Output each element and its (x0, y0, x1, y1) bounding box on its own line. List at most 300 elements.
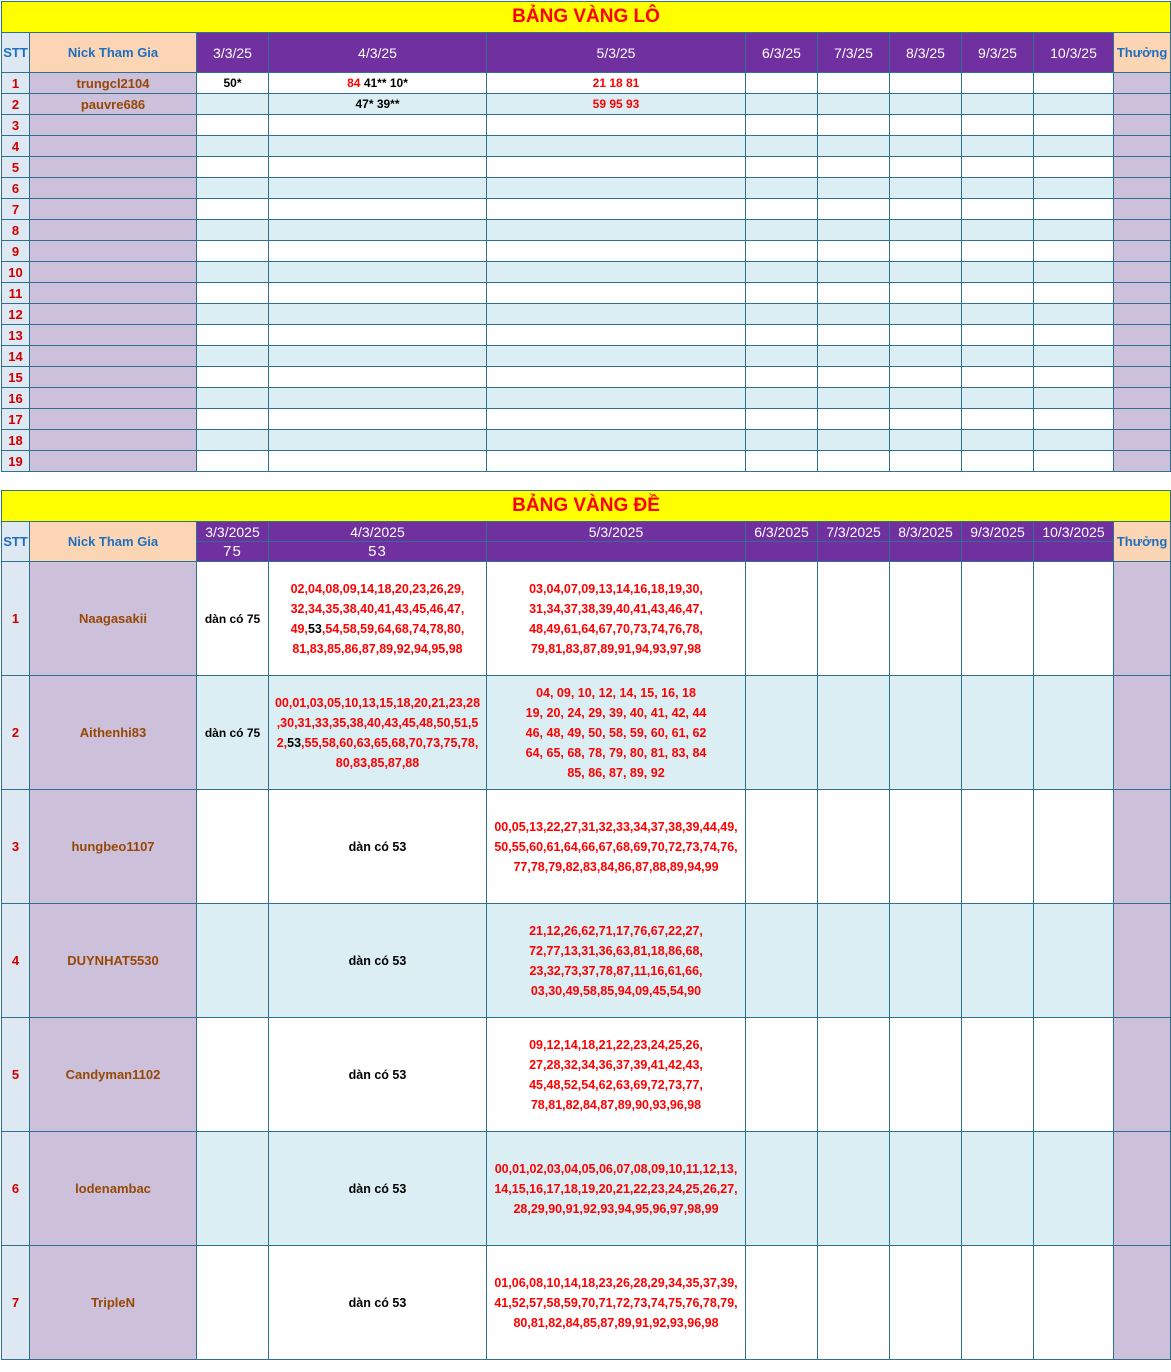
lo-cell-empty (1034, 451, 1114, 472)
de-line: 85, 86, 87, 89, 92 (567, 765, 665, 780)
lo-row-nick (30, 178, 197, 199)
lo-cell-empty (890, 388, 962, 409)
lo-cell-empty (962, 430, 1034, 451)
lo-row-stt: 6 (2, 178, 30, 199)
lo-cell-4-3 (269, 178, 487, 199)
de-line: 79,81,83,87,89,91,94,93,97,98 (530, 641, 702, 656)
lo-row-bonus (1114, 430, 1171, 451)
de-row-stt: 7 (2, 1246, 30, 1360)
lo-cell-3-3 (197, 367, 269, 388)
lo-row-nick (30, 199, 197, 220)
de-cell-empty (890, 1018, 962, 1132)
lo-row-stt: 4 (2, 136, 30, 157)
de-row (2, 562, 1171, 676)
lo-cell-4-3 (269, 283, 487, 304)
de-line: 31,34,37,38,39,40,41,43,46,47, (529, 601, 703, 616)
lo-header-date: 7/3/25 (818, 33, 890, 73)
de-result-empty (962, 542, 1034, 562)
de-cell-empty (818, 562, 890, 676)
lo-table (1, 1, 1171, 472)
lo-header-date: 9/3/25 (962, 33, 1034, 73)
de-pick-numbers: 2, (276, 735, 288, 750)
lo-header-date: 4/3/25 (269, 33, 487, 73)
de-row (2, 1018, 1171, 1132)
lo-cell-4-3 (269, 304, 487, 325)
lo-cell-3-3 (197, 388, 269, 409)
lo-cell-4-3 (269, 262, 487, 283)
de-result-empty (818, 542, 890, 562)
lo-cell-empty (818, 220, 890, 241)
lo-row-bonus (1114, 262, 1171, 283)
lo-cell-empty (746, 199, 818, 220)
lo-row-nick (30, 388, 197, 409)
de-line: 41,52,57,58,59,70,71,72,73,74,75,76,78,79, (494, 1295, 738, 1310)
lo-row-nick (30, 409, 197, 430)
lo-cell-4-3 (269, 136, 487, 157)
de-line (271, 639, 484, 659)
de-line: 50,55,60,61,64,66,67,68,69,70,72,73,74,76, (494, 839, 738, 854)
lo-cell-3-3 (197, 262, 269, 283)
de-result-number: 53 (269, 542, 487, 562)
lo-cell-empty (818, 115, 890, 136)
lo-cell-empty (746, 451, 818, 472)
lo-cell-empty (818, 283, 890, 304)
de-row-bonus (1114, 790, 1171, 904)
lo-row-nick (30, 136, 197, 157)
lo-row-bonus (1114, 346, 1171, 367)
lo-cell-empty (1034, 73, 1114, 94)
de-cell-empty (818, 1246, 890, 1360)
lo-header-bonus: Thưởng (1114, 33, 1171, 73)
de-line: 00,05,13,22,27,31,32,33,34,37,38,39,44,49, (494, 819, 738, 834)
de-cell-empty (818, 1018, 890, 1132)
lo-header-date: 10/3/25 (1034, 33, 1114, 73)
lo-cell-3-3 (197, 157, 269, 178)
lo-cell-empty (746, 430, 818, 451)
de-line: 04, 09, 10, 12, 14, 15, 16, 18 (536, 685, 696, 700)
lo-cell-5-3 (487, 388, 746, 409)
de-cell-empty (746, 904, 818, 1018)
de-cell-5-3 (487, 676, 746, 790)
de-header-date: 6/3/2025 (746, 522, 818, 542)
de-title: BẢNG VÀNG ĐỀ (2, 491, 1171, 522)
lo-cell-5-3 (487, 157, 746, 178)
lo-cell-3-3 (197, 451, 269, 472)
de-cell-empty (890, 1246, 962, 1360)
lo-cell-empty (962, 283, 1034, 304)
lo-cell-5-3 (487, 199, 746, 220)
lo-cell-empty (890, 451, 962, 472)
de-line (271, 619, 484, 639)
lo-cell-empty (1034, 157, 1114, 178)
de-cell-4-3 (269, 790, 487, 904)
de-table (1, 490, 1171, 1360)
de-cell-empty (962, 1132, 1034, 1246)
de-cell-empty (818, 676, 890, 790)
de-result-number: 75 (197, 542, 269, 562)
de-row-bonus (1114, 1132, 1171, 1246)
lo-row-bonus (1114, 73, 1171, 94)
lo-cell-empty (746, 178, 818, 199)
lo-cell-empty (746, 367, 818, 388)
lo-row (2, 409, 1171, 430)
lo-cell-5-3 (487, 136, 746, 157)
lo-cell-3-3 (197, 325, 269, 346)
lo-cell-empty (746, 304, 818, 325)
lo-cell-empty (1034, 409, 1114, 430)
lo-cell-empty (746, 220, 818, 241)
lo-row (2, 73, 1171, 94)
lo-header-nick: Nick Tham Gia (30, 33, 197, 73)
lo-row-stt: 5 (2, 157, 30, 178)
de-pick-numbers: 49, (290, 621, 308, 636)
lo-cell-4-3 (269, 157, 487, 178)
de-summary: dàn có 53 (348, 839, 407, 854)
lo-cell-3-3 (197, 178, 269, 199)
de-cell-empty (1034, 676, 1114, 790)
lo-cell-4-3 (269, 409, 487, 430)
lo-row-stt: 3 (2, 115, 30, 136)
lo-row-nick (30, 283, 197, 304)
de-line (271, 599, 484, 619)
de-row (2, 904, 1171, 1018)
lo-cell-empty (818, 451, 890, 472)
lo-row-bonus (1114, 199, 1171, 220)
lo-cell-empty (818, 94, 890, 115)
lo-row (2, 304, 1171, 325)
lo-row-nick (30, 304, 197, 325)
de-cell-empty (746, 562, 818, 676)
lo-cell-4-3 (269, 367, 487, 388)
lo-cell-empty (818, 367, 890, 388)
de-row-bonus (1114, 904, 1171, 1018)
lo-cell-empty (1034, 115, 1114, 136)
lo-cell-4-3 (269, 220, 487, 241)
lo-row-nick (30, 346, 197, 367)
lo-cell-empty (962, 325, 1034, 346)
lo-row (2, 283, 1171, 304)
lo-cell-empty (890, 136, 962, 157)
lo-cell-empty (746, 325, 818, 346)
lo-row-stt: 11 (2, 283, 30, 304)
de-line (271, 579, 484, 599)
lo-cell-empty (890, 409, 962, 430)
lo-cell-5-3 (487, 325, 746, 346)
lo-cell-empty (962, 220, 1034, 241)
de-summary: dàn có 53 (348, 1067, 407, 1082)
de-cell-empty (1034, 790, 1114, 904)
lo-row-nick: trungcl2104 (30, 73, 197, 94)
lo-cell-empty (890, 241, 962, 262)
lo-header-stt: STT (2, 33, 30, 73)
lo-cell-4-3 (269, 199, 487, 220)
de-summary: dàn có 53 (348, 1181, 407, 1196)
lo-row-bonus (1114, 409, 1171, 430)
de-pick-numbers: 32,34,35,38,40,41,43,45,46,47, (290, 601, 465, 616)
lo-cell-empty (962, 367, 1034, 388)
lo-cell-5-3 (487, 283, 746, 304)
lo-row-bonus (1114, 367, 1171, 388)
lo-row (2, 241, 1171, 262)
lo-header-date: 8/3/25 (890, 33, 962, 73)
lo-cell-empty (890, 262, 962, 283)
lo-cell-3-3 (197, 241, 269, 262)
lo-cell-empty (746, 388, 818, 409)
lo-cell-empty (962, 73, 1034, 94)
de-cell-empty (746, 1018, 818, 1132)
lo-cell-3-3 (197, 430, 269, 451)
de-header-date: 8/3/2025 (890, 522, 962, 542)
de-header-date: 3/3/2025 (197, 522, 269, 542)
de-cell-empty (1034, 562, 1114, 676)
de-cell-5-3 (487, 1018, 746, 1132)
de-line: 23,32,73,37,78,87,11,16,61,66, (529, 963, 703, 978)
lo-cell-empty (962, 409, 1034, 430)
de-cell-empty (746, 1132, 818, 1246)
lo-cell-4-3 (269, 430, 487, 451)
de-cell-empty (1034, 1018, 1114, 1132)
de-header-date: 7/3/2025 (818, 522, 890, 542)
de-cell-empty (890, 1132, 962, 1246)
de-cell-3-3 (197, 790, 269, 904)
lo-cell-empty (962, 136, 1034, 157)
de-row-nick: Naagasakii (30, 562, 197, 676)
lo-cell-5-3 (487, 430, 746, 451)
de-header-stt: STT (2, 522, 30, 562)
de-line: 80,81,82,84,85,87,89,91,92,93,96,98 (513, 1315, 719, 1330)
de-line (271, 693, 484, 713)
lo-cell-empty (818, 346, 890, 367)
lo-cell-empty (890, 220, 962, 241)
lo-cell-4-3 (269, 388, 487, 409)
lo-cell-empty (962, 388, 1034, 409)
lo-row (2, 157, 1171, 178)
lo-cell-5-3: 59 95 93 (487, 94, 746, 115)
de-cell-empty (1034, 1246, 1114, 1360)
lo-cell-empty (746, 94, 818, 115)
de-cell-5-3 (487, 904, 746, 1018)
de-cell-4-3 (269, 904, 487, 1018)
lo-row-stt: 10 (2, 262, 30, 283)
de-row-stt: 5 (2, 1018, 30, 1132)
lo-cell-empty (746, 283, 818, 304)
lo-cell-empty (746, 262, 818, 283)
lo-cell-empty (1034, 283, 1114, 304)
lo-cell-empty (818, 325, 890, 346)
de-pick-numbers: 81,83,85,86,87,89,92,94,95,98 (292, 641, 463, 656)
lo-cell-3-3 (197, 283, 269, 304)
de-result-empty (890, 542, 962, 562)
de-line: 45,48,52,54,62,63,69,72,73,77, (529, 1077, 703, 1092)
lo-cell-5-3 (487, 346, 746, 367)
lo-row-bonus (1114, 115, 1171, 136)
lo-cell-empty (1034, 325, 1114, 346)
de-cell-4-3 (269, 1246, 487, 1360)
de-cell-empty (746, 1246, 818, 1360)
lo-row (2, 220, 1171, 241)
lo-cell-empty (890, 325, 962, 346)
lo-cell-empty (890, 283, 962, 304)
lo-row (2, 430, 1171, 451)
de-line: 21,12,26,62,71,17,76,67,22,27, (529, 923, 703, 938)
lo-cell-empty (1034, 388, 1114, 409)
de-line (271, 753, 484, 773)
lo-cell-empty (962, 304, 1034, 325)
lo-cell-empty (1034, 178, 1114, 199)
lo-cell-empty (746, 409, 818, 430)
de-cell-5-3 (487, 1246, 746, 1360)
lo-cell-4-3 (269, 115, 487, 136)
de-row-bonus (1114, 562, 1171, 676)
lo-cell-empty (962, 115, 1034, 136)
de-line: 77,78,79,82,83,84,86,87,88,89,94,99 (513, 859, 719, 874)
lo-row-nick (30, 157, 197, 178)
lo-row-stt: 1 (2, 73, 30, 94)
lo-cell-empty (890, 157, 962, 178)
de-row-stt: 2 (2, 676, 30, 790)
lo-row (2, 262, 1171, 283)
lo-cell-empty (962, 451, 1034, 472)
de-cell-empty (962, 1018, 1034, 1132)
lo-row-stt: 16 (2, 388, 30, 409)
de-row-bonus (1114, 1018, 1171, 1132)
de-line: 78,81,82,84,87,89,90,93,96,98 (530, 1097, 702, 1112)
de-cell-empty (746, 790, 818, 904)
de-row-nick: Candyman1102 (30, 1018, 197, 1132)
de-line: 01,06,08,10,14,18,23,26,28,29,34,35,37,39, (494, 1275, 738, 1290)
lo-row-bonus (1114, 220, 1171, 241)
de-pick-numbers: ,55,58,60,63,65,68,70,73,75,78, (301, 735, 479, 750)
lo-cell-empty (962, 241, 1034, 262)
de-line: 72,77,13,31,36,63,81,18,86,68, (529, 943, 703, 958)
lo-row (2, 346, 1171, 367)
lo-hit-number: 84 (347, 76, 361, 90)
de-row-bonus (1114, 1246, 1171, 1360)
lo-cell-3-3 (197, 199, 269, 220)
lo-row-stt: 12 (2, 304, 30, 325)
de-row-stt: 6 (2, 1132, 30, 1246)
de-cell-empty (746, 676, 818, 790)
lo-cell-empty (962, 262, 1034, 283)
de-line: 14,15,16,17,18,19,20,21,22,23,24,25,26,27, (494, 1181, 738, 1196)
lo-cell-empty (890, 94, 962, 115)
lo-cell-5-3 (487, 241, 746, 262)
lo-row-bonus (1114, 304, 1171, 325)
lo-cell-empty (818, 388, 890, 409)
lo-row-nick (30, 451, 197, 472)
de-cell-empty (1034, 904, 1114, 1018)
de-cell-empty (962, 790, 1034, 904)
lo-row-stt: 17 (2, 409, 30, 430)
lo-cell-empty (818, 241, 890, 262)
de-summary: dàn có 53 (348, 953, 407, 968)
lo-cell-empty (818, 430, 890, 451)
lo-cell-3-3 (197, 304, 269, 325)
de-cell-3-3 (197, 1018, 269, 1132)
lo-row-nick (30, 262, 197, 283)
lo-cell-4-3 (269, 451, 487, 472)
lo-cell-3-3 (197, 136, 269, 157)
lo-cell-empty (818, 199, 890, 220)
lo-cell-4-3 (269, 94, 487, 115)
lo-row (2, 136, 1171, 157)
de-cell-empty (890, 790, 962, 904)
de-line: 28,29,90,91,92,93,94,95,96,97,98,99 (513, 1201, 719, 1216)
lo-cell-empty (746, 157, 818, 178)
lo-cell-empty (818, 157, 890, 178)
lo-row (2, 115, 1171, 136)
de-row-stt: 3 (2, 790, 30, 904)
de-row (2, 1246, 1171, 1360)
lo-row-stt: 7 (2, 199, 30, 220)
lo-cell-empty (962, 157, 1034, 178)
lo-cell-3-3: 50* (197, 73, 269, 94)
de-cell-3-3 (197, 1246, 269, 1360)
lo-row-bonus (1114, 94, 1171, 115)
lo-cell-empty (818, 304, 890, 325)
lo-row-bonus (1114, 136, 1171, 157)
de-cell-3-3 (197, 904, 269, 1018)
lo-cell-empty (890, 367, 962, 388)
lo-row-nick (30, 367, 197, 388)
de-line: 27,28,32,34,36,37,39,41,42,43, (529, 1057, 703, 1072)
lo-cell-empty (818, 178, 890, 199)
lo-cell-empty (746, 346, 818, 367)
lo-row (2, 178, 1171, 199)
de-line (271, 713, 484, 733)
lo-row-nick (30, 220, 197, 241)
lo-cell-5-3 (487, 220, 746, 241)
de-header-bonus: Thưởng (1114, 522, 1171, 562)
lo-cell-empty (818, 409, 890, 430)
lo-cell-empty (1034, 262, 1114, 283)
lo-cell-4-3 (269, 325, 487, 346)
de-pick-numbers: 02,04,08,09,14,18,20,23,26,29, (290, 581, 465, 596)
lo-cell-5-3 (487, 115, 746, 136)
lo-cell-5-3 (487, 409, 746, 430)
de-line: 03,04,07,09,13,14,16,18,19,30, (529, 581, 703, 596)
de-pick-numbers: 80,83,85,87,88 (335, 755, 420, 770)
de-cell-5-3 (487, 1132, 746, 1246)
lo-title: BẢNG VÀNG LÔ (2, 2, 1171, 33)
de-cell-empty (890, 562, 962, 676)
de-row (2, 1132, 1171, 1246)
de-pick-numbers: ,54,58,59,64,68,74,78,80, (321, 621, 465, 636)
lo-cell-3-3 (197, 409, 269, 430)
lo-row-nick (30, 325, 197, 346)
de-line (271, 733, 484, 753)
lo-row-nick (30, 241, 197, 262)
de-cell-3-3: dàn có 75 (197, 676, 269, 790)
de-result-empty (1034, 542, 1114, 562)
lo-cell-empty (890, 178, 962, 199)
de-cell-empty (1034, 1132, 1114, 1246)
de-cell-empty (890, 904, 962, 1018)
de-result-empty (487, 542, 746, 562)
lo-cell-5-3 (487, 367, 746, 388)
lo-cell-empty (890, 199, 962, 220)
de-line: 46, 48, 49, 50, 58, 59, 60, 61, 62 (525, 725, 707, 740)
lo-row (2, 367, 1171, 388)
lo-header-date: 5/3/25 (487, 33, 746, 73)
lo-cell-4-3 (269, 73, 487, 94)
de-cell-empty (818, 904, 890, 1018)
lo-row (2, 388, 1171, 409)
de-hit-number: 53 (307, 621, 322, 636)
lo-row (2, 325, 1171, 346)
lo-cell-empty (818, 262, 890, 283)
lo-row-bonus (1114, 451, 1171, 472)
